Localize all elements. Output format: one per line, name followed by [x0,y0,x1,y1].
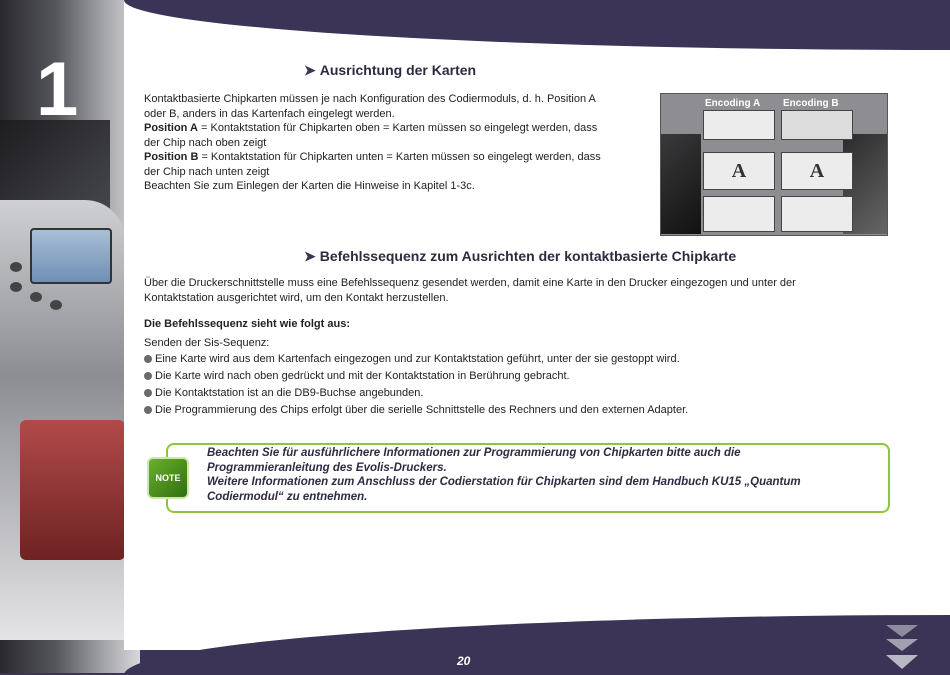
list-item [144,351,688,368]
card-a3 [703,196,775,232]
bullet-icon [144,355,152,363]
note-line: Programmieranleitung des Evolis-Druckers. [207,461,447,474]
note-line: Weitere Informationen zum Anschluss der Codierstation für Chipkarten sind dem Handbuch KU15 „Quantum [207,476,801,488]
printer-button [10,262,22,272]
sequence-subheading: Die Befehlssequenz sieht wie folgt aus: [144,318,350,330]
body-line: Kontaktstation ausgerichtet wird, um den Kontakt herzustellen. [144,291,449,304]
section-heading-text: Ausrichtung der Karten [319,62,477,78]
card-a1 [703,110,775,140]
arrow-icon: ➤ [304,62,316,78]
section-heading-text: Befehlssequenz zum Ausrichten der kontaktbasierte Chipkarte [319,248,737,264]
bullet-icon [144,389,152,397]
printer-button [10,282,22,292]
printer-red-panel [20,420,125,560]
encoding-figure [660,93,888,236]
body-line: oder B, anders in das Kartenfach eingelegt werden. [144,107,395,120]
body-line: Kontaktbasierte Chipkarten müssen je nach Konfiguration des Codiermoduls, d. h. Position A [144,93,596,105]
list-item [144,402,688,419]
position-b-label: Position B [144,151,199,163]
printer-button [30,292,42,302]
sequence-intro: Senden der Sis-Sequenz: [144,337,270,349]
position-a-line [144,121,652,136]
section-heading [304,248,736,265]
card-b1 [781,110,853,140]
bullet-icon [144,372,152,380]
section1-body [144,92,652,194]
body-line: Über die Druckerschnittstelle muss eine Befehlssequenz gesendet werden, damit eine Karte in den Drucker eingezogen und unter der [144,277,796,289]
encoding-a-label: Encoding A [705,98,761,109]
position-b-line [144,150,652,165]
card-b3 [781,196,853,232]
body-line: der Chip nach unten zeigt [144,165,270,178]
figure-printer-left [661,134,701,234]
printer-lcd [30,228,112,284]
list-item [144,368,688,385]
list-item-text: Die Programmierung des Chips erfolgt über die serielle Schnittstelle des Rechners und den externen Adapter. [155,404,689,416]
body-line: der Chip nach oben zeigt [144,136,267,149]
position-a-text: = Kontaktstation für Chipkarten oben = Karten müssen so eingelegt werden, dass [197,122,598,134]
sequence-list [144,351,688,419]
position-a-label: Position A [144,122,198,134]
bullet-icon [144,406,152,414]
hint-line: Beachten Sie zum Einlegen der Karten die Hinweise in Kapitel 1-3c. [144,180,475,192]
section-heading [304,62,476,79]
note-line: Codiermodul“ zu entnehmen. [207,490,368,503]
next-page-arrows-icon[interactable] [884,623,920,671]
card-b2: A [781,152,853,190]
card-a2: A [703,152,775,190]
note-line: Beachten Sie für ausführlichere Informationen zur Programmierung von Chipkarten bitte auch die [207,447,741,459]
chapter-number: 1 [36,47,79,132]
list-item [144,385,688,402]
list-item-text: Die Kontaktstation ist an die DB9-Buchse angebunden. [155,387,424,399]
list-item-text: Eine Karte wird aus dem Kartenfach eingezogen und zur Kontaktstation geführt, unter der sie gestoppt wird. [155,353,680,365]
printer-button [50,300,62,310]
section2-body [144,276,886,305]
list-item-text: Die Karte wird nach oben gedrückt und mit der Kontaktstation in Berührung gebracht. [155,370,570,382]
note-icon: NOTE [147,457,189,499]
page-number: 20 [457,654,471,668]
note-text [207,446,870,504]
arrow-icon: ➤ [304,248,316,264]
encoding-b-label: Encoding B [783,98,839,109]
position-b-text: = Kontaktstation für Chipkarten unten = Karten müssen so eingelegt werden, dass [198,151,601,163]
